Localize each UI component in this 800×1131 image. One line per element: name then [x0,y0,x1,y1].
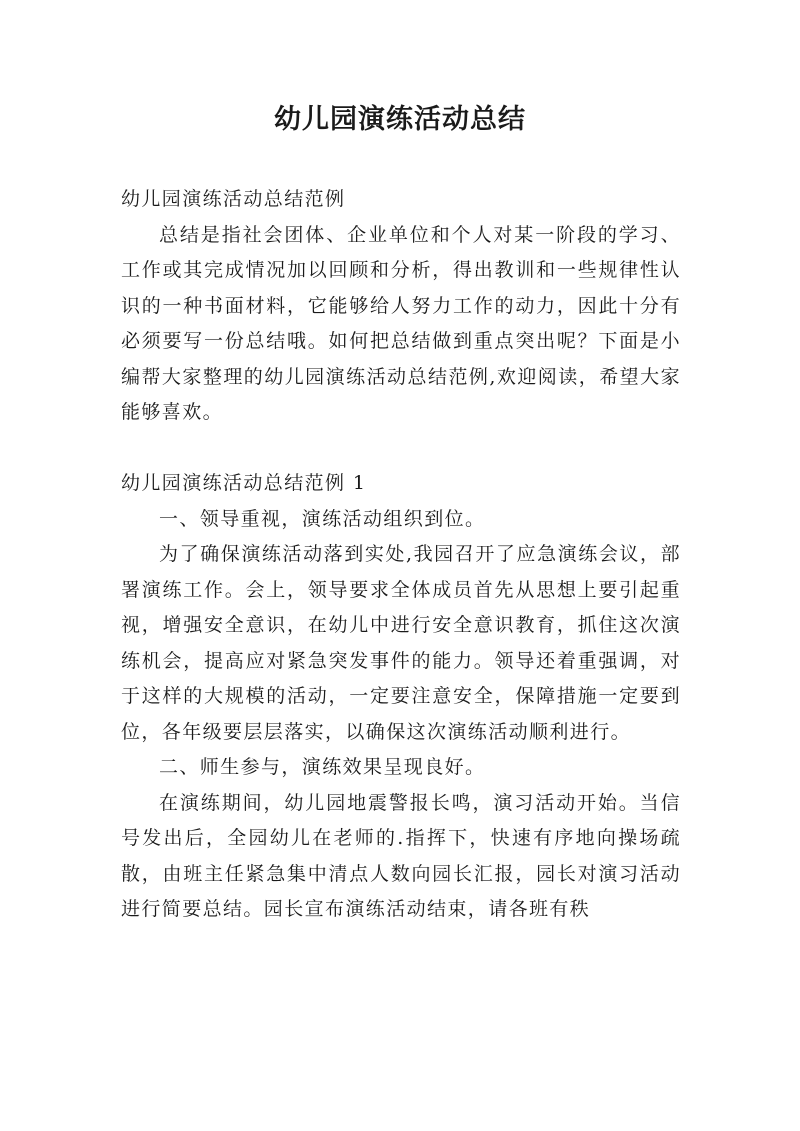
document-title: 幼儿园演练活动总结 [274,104,526,135]
subheading-leadership: 一、领导重视，演练活动组织到位。 [159,507,486,530]
section-heading-examples: 幼儿园演练活动总结范例 [121,188,346,210]
document-body [121,182,681,928]
paragraph-spacer [121,431,681,467]
subheading-participation: 二、师生参与，演练效果呈现良好。 [159,756,486,778]
example-heading-1: 幼儿园演练活动总结范例 1 [121,472,367,494]
intro-paragraph: 总结是指社会团体、企业单位和个人对某一阶段的学习、工作或其完成情况加以回顾和分析，得出教训和一些规律性认识的一种书面材料，它能够给人努力工作的动力，因此十分有必须要写一份总结哦。如何把总结做到重点突出呢？下面是小编帮大家整理的幼儿园演练活动总结范例,欢迎阅读，希望大家能够喜欢。 [121,223,681,423]
paragraph-participation: 在演练期间，幼儿园地震警报长鸣，演习活动开始。当信号发出后，全园幼儿在老师的.指挥下，快速有序地向操场疏散，由班主任紧急集中清点人数向园长汇报，园长对演习活动进行简要总结。园长宣布演练活动结束，请各班有秩 [121,791,681,920]
paragraph-leadership: 为了确保演练活动落到实处,我园召开了应急演练会议，部署演练工作。会上，领导要求全体成员首先从思想上要引起重视，增强安全意识，在幼儿中进行安全意识教育，抓住这次演练机会，提高应对紧急突发事件的能力。领导还着重强调，对于这样的大规模的活动，一定要注意安全，保障措施一定要到位，各年级要层层落实，以确保这次演练活动顺利进行。 [121,543,681,743]
